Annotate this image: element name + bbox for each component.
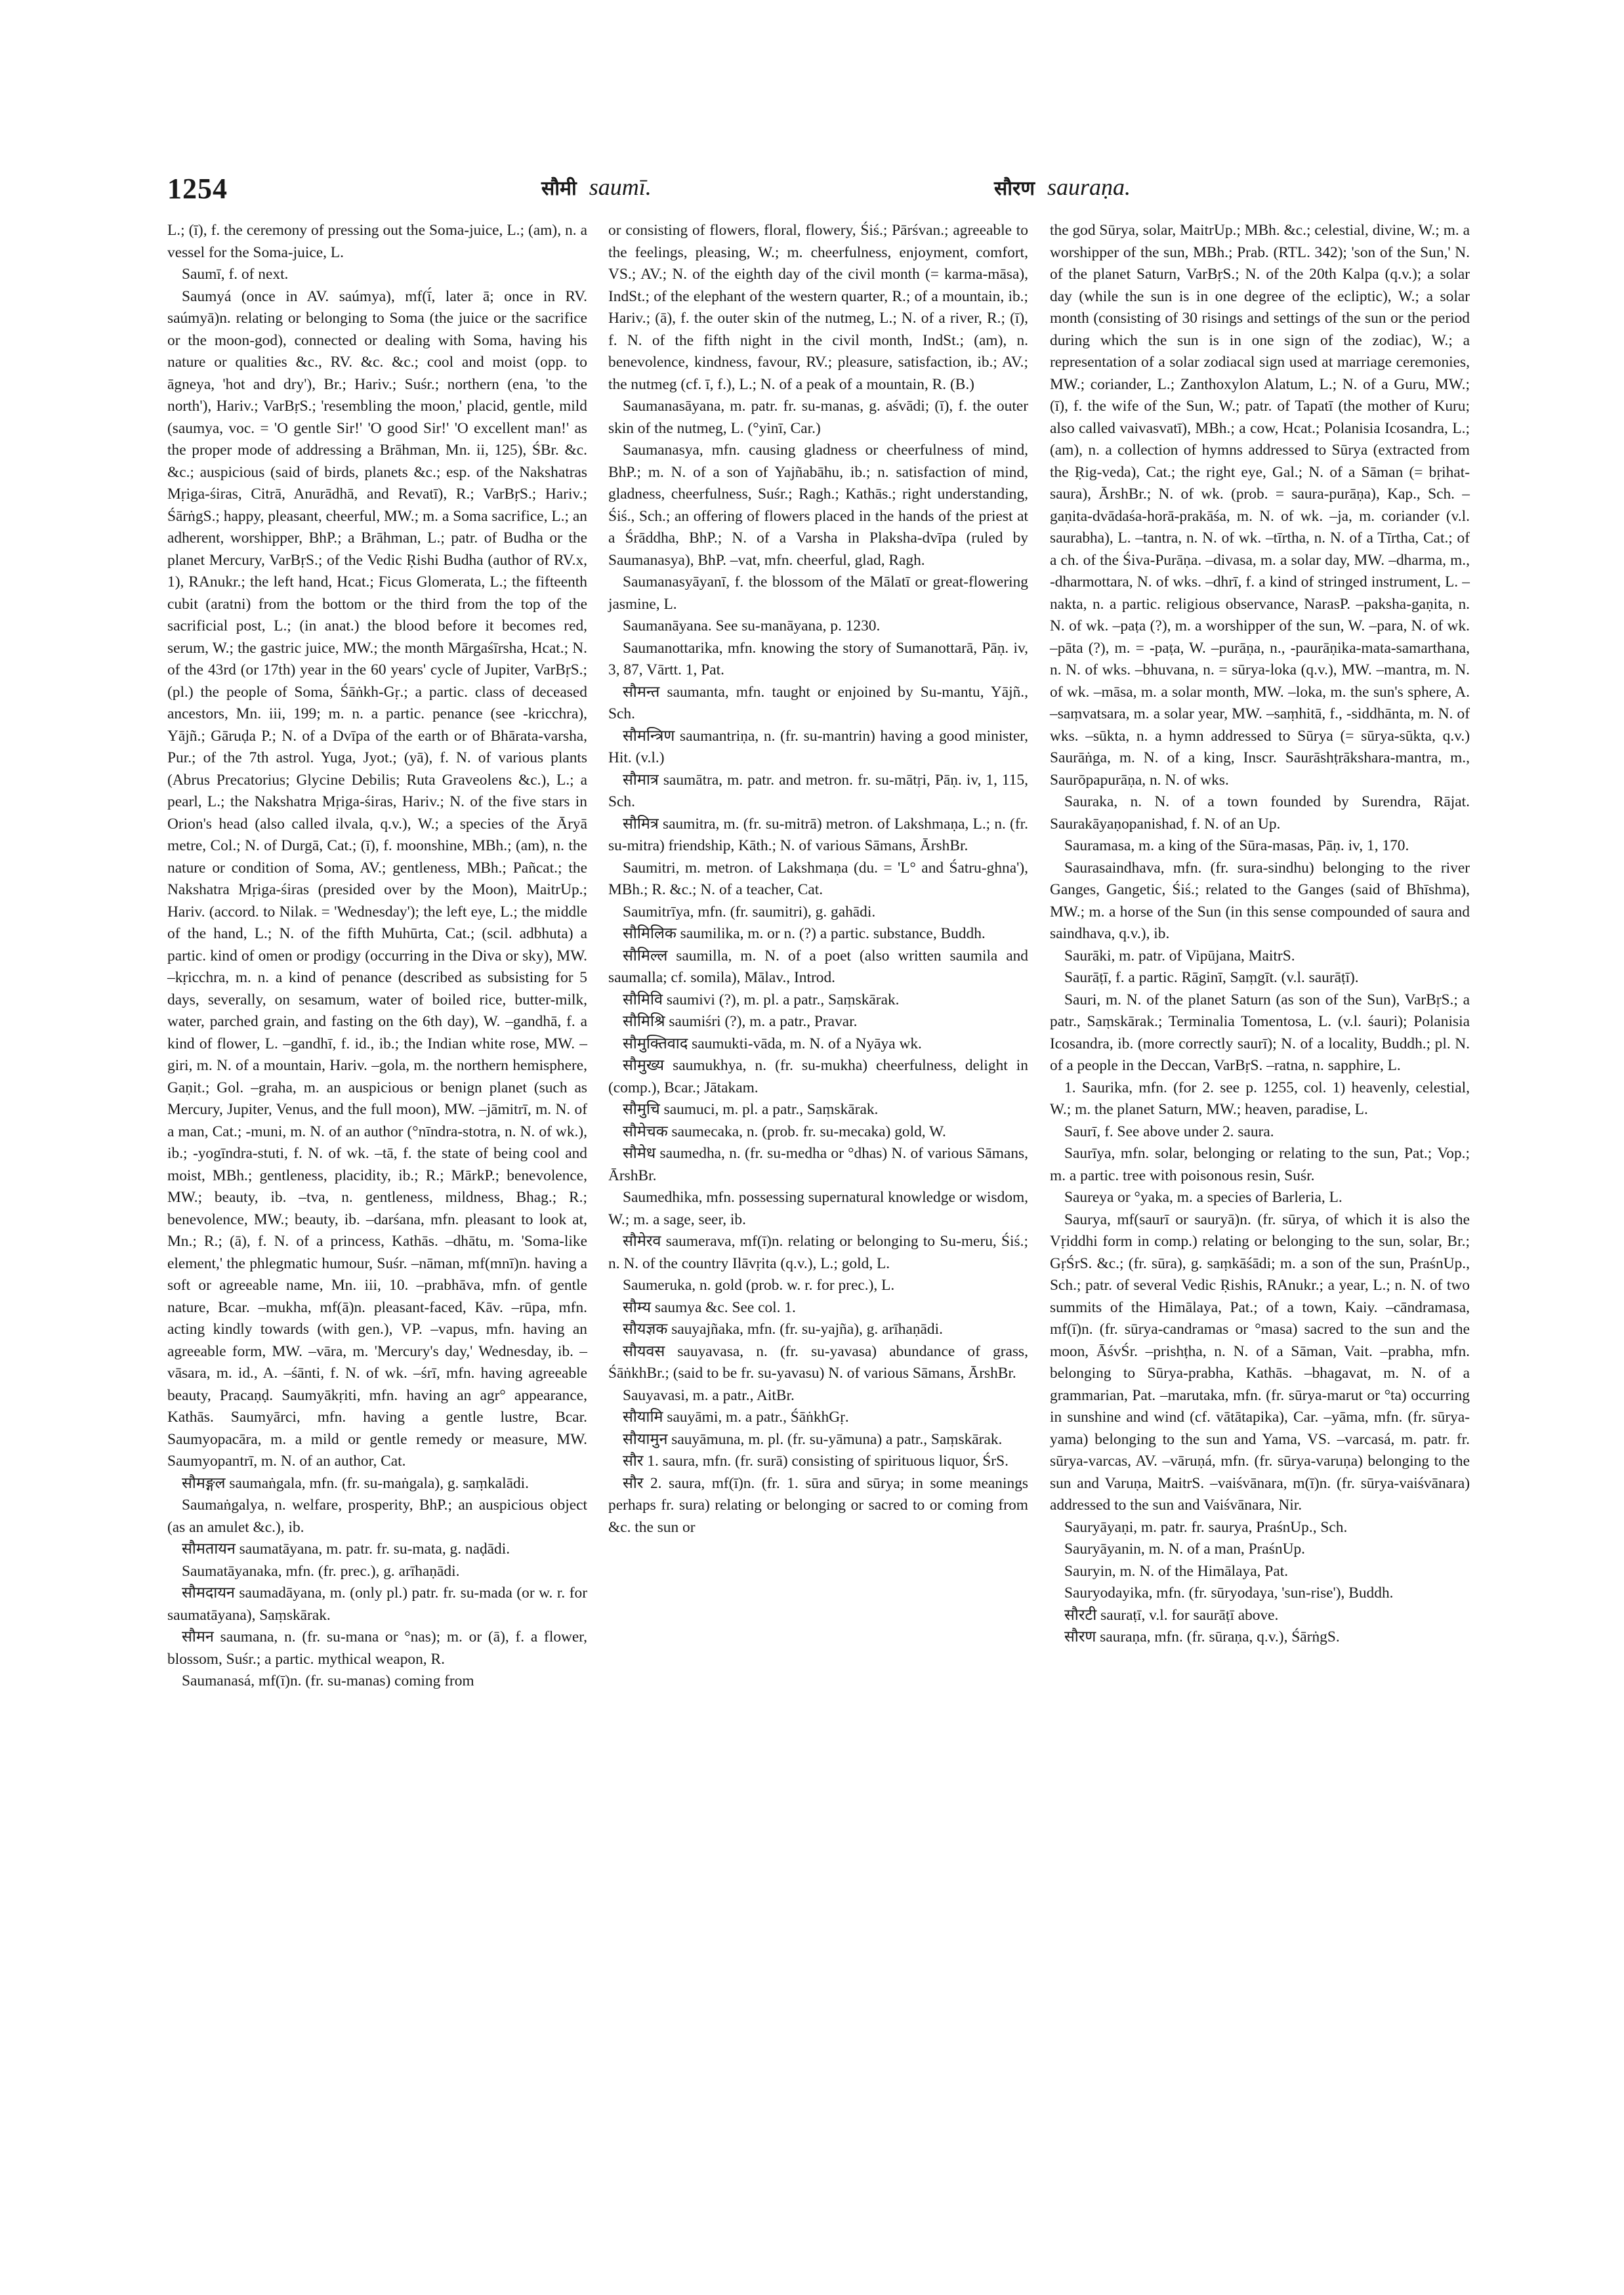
dictionary-entry: Saumanottarika, mfn. knowing the story of Sumanottarā, Pāṇ. iv, 3, 87, Vārtt. 1, Pat. <box>608 639 1028 678</box>
dictionary-entry: or consisting of flowers, floral, flowery, Śiś.; Pārśvan.; agreeable to the feelings, pleasing, W.; m. cheerfulness, enjoyment, comfort, VS.; AV.; N. of the eighth day of the civil month (= karma-māsa), IndSt.; of the elephant of the western quarter, R.; of a mountain, ib.; Hariv.; (ā), f. the outer skin of the nutmeg, L.; N. of a river, R.; (ī), f. N. of the fifth night in the civil month, IndSt.; (am), n. benevolence, kindness, favour, RV.; pleasure, satisfaction, ib.; AV.; the nutmeg (cf. ī, f.), L.; N. of a peak of a mountain, R. (B.) <box>608 222 1028 393</box>
dictionary-entry: Saumanasá, mf(ī)n. (fr. su-manas) coming from <box>182 1672 474 1689</box>
dictionary-entry: सौयज्ञक sauyajñaka, mfn. (fr. su-yajña), g. arīhaṇādi. <box>623 1321 943 1338</box>
dictionary-entry: सौयामि sauyāmi, m. a patr., ŚāṅkhGṛ. <box>623 1409 849 1426</box>
dictionary-entry: Sauyavasi, m. a patr., AitBr. <box>623 1386 795 1404</box>
dictionary-entry: सौरटी sauraṭī, v.l. for saurāṭī above. <box>1064 1606 1279 1624</box>
dictionary-entry: Saumī, f. of next. <box>182 266 289 283</box>
dictionary-entry: सौर 2. saura, mf(ī)n. (fr. 1. sūra and sūrya; in some meanings perhaps fr. sura) relating or belonging or sacred to or coming from &c. the sun or <box>608 1474 1028 1536</box>
dictionary-entry: सौम्य saumya &c. See col. 1. <box>623 1298 796 1316</box>
dictionary-entry: सौमुचि saumuci, m. pl. a patr., Saṃskārak. <box>623 1101 879 1118</box>
dictionary-entry: Saurāṭī, f. a partic. Rāginī, Saṃgīt. (v.l. saurāṭī). <box>1064 969 1359 986</box>
column-1 <box>167 220 587 1693</box>
dictionary-entry: सौमेध saumedha, n. (fr. su-medha or °dhas) N. of various Sāmans, ĀrshBr. <box>608 1145 1028 1184</box>
dictionary-entry: सौमतायन saumatāyana, m. patr. fr. su-mata, g. naḍādi. <box>182 1540 510 1558</box>
dictionary-entry: सौमुख्य saumukhya, n. (fr. su-mukha) cheerfulness, delight in (comp.), Bcar.; Jātakam. <box>608 1057 1028 1096</box>
running-head-left <box>541 173 652 201</box>
dictionary-entry: सौयवस sauyavasa, n. (fr. su-yavasa) abundance of grass, ŚāṅkhBr.; (said to be fr. su-yavasu) N. of various Sāmans, ĀrshBr. <box>608 1342 1028 1382</box>
dictionary-entry: सौमन saumana, n. (fr. su-mana or °nas); m. or (ā), f. a flower, blossom, Suśr.; a partic. mythical weapon, R. <box>167 1628 587 1668</box>
dictionary-entry: Sauraka, n. N. of a town founded by Surendra, Rājat. Saurakāyaṇopanishad, f. N. of an Up. <box>1050 793 1470 833</box>
dictionary-entry: L.; (ī), f. the ceremony of pressing out the Soma-juice, L.; (am), n. a vessel for the Soma-juice, L. <box>167 222 587 261</box>
dictionary-entry: Sauri, m. N. of the planet Saturn (as son of the Sun), VarBṛS.; a patr., Saṃskārak.; Terminalia Tomentosa, L. (v.l. śauri); Polanisia Icosandra, ib. (more correctly saurī); N. of a locality, Buddh.; pl. N. of a people in the Deccan, VarBṛS. –ratna, n. sapphire, L. <box>1050 991 1470 1074</box>
dictionary-entry: सौमङ्गल saumaṅgala, mfn. (fr. su-maṅgala), g. saṃkalādi. <box>182 1474 529 1492</box>
dictionary-columns <box>167 220 1470 2090</box>
dictionary-entry: Saumanasāyana, m. patr. fr. su-manas, g. aśvādi; (ī), f. the outer skin of the nutmeg, L. (°yinī, Car.) <box>608 398 1028 437</box>
dictionary-entry: Saumedhika, mfn. possessing supernatural knowledge or wisdom, W.; m. a sage, seer, ib. <box>608 1189 1028 1228</box>
dictionary-entry: सौयामुन sauyāmuna, m. pl. (fr. su-yāmuna) a patr., Saṃskārak. <box>623 1430 1003 1448</box>
dictionary-entry: सौमिश्रि saumiśri (?), m. a patr., Pravar. <box>623 1013 858 1030</box>
dictionary-entry: Saumanasyāyanī, f. the blossom of the Mālatī or great-flowering jasmine, L. <box>608 573 1028 613</box>
dictionary-entry: Saumitri, m. metron. of Lakshmaṇa (du. = 'L° and Śatru-ghna'), MBh.; R. &c.; N. of a teacher, Cat. <box>608 859 1028 898</box>
dictionary-entry: Saumitrīya, mfn. (fr. saumitri), g. gahādi. <box>623 903 876 920</box>
dictionary-entry: Sauramasa, m. a king of the Sūra-masas, Pāṇ. iv, 1, 170. <box>1064 837 1409 854</box>
dictionary-entry: Saurī, f. See above under 2. saura. <box>1064 1123 1274 1140</box>
dictionary-entry: Saurīya, mfn. solar, belonging or relating to the sun, Pat.; Vop.; m. a partic. tree with poisonous resin, Suśr. <box>1050 1145 1470 1184</box>
page-number: 1254 <box>167 173 228 205</box>
dictionary-entry: सौमित्र saumitra, m. (fr. su-mitrā) metron. of Lakshmaṇa, L.; n. (fr. su-mitra) friendship, Kāth.; N. of various Sāmans, ĀrshBr. <box>608 815 1028 854</box>
dictionary-entry: Sauryin, m. N. of the Himālaya, Pat. <box>1064 1562 1289 1580</box>
dictionary-entry: सौर 1. saura, mfn. (fr. surā) consisting of spirituous liquor, ŚrS. <box>623 1453 1009 1470</box>
running-head-right-devanagari: सौरण <box>994 177 1035 200</box>
dictionary-entry: Saurya, mf(saurī or sauryā)n. (fr. sūrya, of which it is also the Vṛiddhi form in comp.) relating or belonging to the sun, solar, Br.; GṛŚrS. &c.; (fr. sūra), g. saṃkāśādi; m. a son of the sun, PraśnUp., Sch.; patr. of several Vedic Ṛishis, RAnukr.; a year, L.; n. N. of two summits of the Himālaya, Pat.; of a town, Kaiy. –cāndramasa, mf(ī)n. (fr. sūrya-candramas or °masa) sacred to the sun and the moon, ĀśvŚr. –prishṭha, n. N. of a Sāman, Vait. –prabha, mfn. belonging to Sūrya-prabha, Kathās. –bhagavat, m. N. of a grammarian, Pat. –marutaka, mfn. (fr. sūrya-marut or °ta) occurring in sunshine and wind (cf. vātātapika), Car. –yāma, mfn. (fr. sūrya-yama) belonging to the sun and Yama, VS. –varcasá, m. patr. fr. sūrya-varcas, AV. –vāruṇá, mfn. (fr. sūrya-varuṇa) belonging to the sun and Varuṇa, MaitrS. –vaiśvānara, m(ī)n. (fr. sūrya-vaiśvānara) addressed to the sun and Vaiśvānara, Nir. <box>1050 1210 1470 1514</box>
dictionary-entry: सौरण sauraṇa, mfn. (fr. sūraṇa, q.v.), ŚārṅgS. <box>1064 1628 1340 1645</box>
dictionary-entry: Saureya or °yaka, m. a species of Barleria, L. <box>1064 1189 1343 1206</box>
dictionary-entry: Sauryodayika, mfn. (fr. sūryodaya, 'sun-rise'), Buddh. <box>1064 1584 1394 1602</box>
dictionary-entry: सौमिवि saumivi (?), m. pl. a patr., Saṃskārak. <box>623 991 900 1008</box>
dictionary-entry: सौमेरव saumerava, mf(ī)n. relating or belonging to Su-meru, Śiś.; n. N. of the country Ilāvṛita (q.v.), L.; gold, L. <box>608 1233 1028 1272</box>
dictionary-entry: सौमन्त्रिण saumantriṇa, n. (fr. su-mantrin) having a good minister, Hit. (v.l.) <box>608 727 1028 766</box>
dictionary-entry: Saumaṅgalya, n. welfare, prosperity, BhP.; an auspicious object (as an amulet &c.), ib. <box>167 1497 587 1536</box>
dictionary-entry: Saumanasya, mfn. causing gladness or cheerfulness of mind, BhP.; m. N. of a son of Yajñabāhu, ib.; n. satisfaction of mind, gladness, cheerfulness, Suśr.; Ragh.; Kathās.; right understanding, Śiś., Sch.; an offering of flowers placed in the hands of the priest at a Śrāddha, BhP.; N. of a Varsha in Plaksha-dvīpa (ruled by Saumanasya), BhP. –vat, mfn. cheerful, glad, Ragh. <box>608 442 1028 569</box>
dictionary-entry: सौमन्त saumanta, mfn. taught or enjoined by Su-mantu, Yājñ., Sch. <box>608 683 1028 722</box>
dictionary-entry: Sauryāyanin, m. N. of a man, PraśnUp. <box>1064 1540 1306 1558</box>
running-head-left-translit: saumī. <box>589 174 652 200</box>
column-2 <box>608 220 1028 1539</box>
dictionary-entry: सौमदायन saumadāyana, m. (only pl.) patr. fr. su-mada (or w. r. for saumatāyana), Saṃskārak. <box>167 1584 587 1624</box>
dictionary-entry: Saumatāyanaka, mfn. (fr. prec.), g. arīhaṇādi. <box>182 1562 460 1580</box>
dictionary-entry: सौमेचक saumecaka, n. (prob. fr. su-mecaka) gold, W. <box>623 1123 946 1140</box>
dictionary-entry: सौमुक्तिवाद saumukti-vāda, m. N. of a Nyāya wk. <box>623 1035 922 1052</box>
column-3 <box>1050 220 1470 1649</box>
dictionary-entry: Sauryāyaṇi, m. patr. fr. saurya, PraśnUp., Sch. <box>1064 1518 1348 1536</box>
dictionary-entry: Saumeruka, n. gold (prob. w. r. for prec.), L. <box>623 1277 895 1294</box>
dictionary-entry: Saurasaindhava, mfn. (fr. sura-sindhu) belonging to the river Ganges, Gangetic, Śiś.; related to the Ganges (said of Bhīshma), MW.; m. a horse of the Sun (in this sense compounded of saura and saindhava, q.v.), ib. <box>1050 859 1470 942</box>
dictionary-entry: the god Sūrya, solar, MaitrUp.; MBh. &c.; celestial, divine, W.; m. a worshipper of the sun, MBh.; Prab. (RTL. 342); 'son of the Sun,' N. of the planet Saturn, VarBṛS.; N. of the 20th Kalpa (q.v.); a solar day (while the sun is in one degree of the ecliptic), W.; a solar month (consisting of 30 risings and settings of the sun or the period during which the sun is in one sign of the zodiac), W.; a representation of a solar zodiacal sign used at marriage ceremonies, MW.; coriander, L.; Zanthoxylon Alatum, L.; N. of a Guru, MW.; (ī), f. the wife of the Sun, W.; patr. of Tapatī (the mother of Kuru; also called vaivasvatī), MBh.; a cow, Hcat.; Polanisia Icosandra, L.; (am), n. a collection of hymns addressed to Sūrya (extracted from the Ṛig-veda), Cat.; the right eye, Gal.; N. of a Sāman (= bṛihat-saura), ĀrshBr.; N. of wk. (prob. = saura-purāṇa), Kap., Sch. –gaṇita-dvādaśa-horā-prakāśa, m. N. of wk. –ja, m. coriander (v.l. saurabha), L. –tantra, n. N. of wk. –tīrtha, n. N. of a Tīrtha, Cat.; of a ch. of the Śiva-Purāṇa. –divasa, m. a solar day, MW. –dharma, m., -dharmottara, N. of wks. –dhrī, f. a kind of stringed instrument, L. –nakta, n. a partic. religious observance, NarasP. –paksha-gaṇita, n. N. of wk. –paṭa (?), m. a worshipper of the sun, W. –para, N. of wk. –pāta (?), m. = -paṭa, W. –purāṇa, n., -paurāṇika-mata-samarthana, n. N. of wks. –bhuvana, n. = sūrya-loka (q.v.), MW. –mantra, m. N. of wk. –māsa, m. a solar month, MW. –loka, m. the sun's sphere, A. –saṃvatsara, m. a solar year, MW. –saṃhitā, f., -siddhānta, m. N. of wks. –sūkta, n. a hymn addressed to Sūrya (= sūrya-sūkta, q.v.) Saurāṅga, m. N. of a king, Inscr. Saurāshṭrākshara-mantra, m., Saurōpapurāṇa, n. N. of wks. <box>1050 222 1470 789</box>
running-head-right-translit: sauraṇa. <box>1047 174 1131 200</box>
dictionary-entry: Saumanāyana. See su-manāyana, p. 1230. <box>623 617 881 634</box>
dictionary-entry: सौमात्र saumātra, m. patr. and metron. fr. su-mātṛi, Pāṇ. iv, 1, 115, Sch. <box>608 771 1028 810</box>
dictionary-entry: 1. Saurika, mfn. (for 2. see p. 1255, col. 1) heavenly, celestial, W.; m. the planet Saturn, MW.; heaven, paradise, L. <box>1050 1079 1470 1118</box>
dictionary-entry: सौमिलिक saumilika, m. or n. (?) a partic. substance, Buddh. <box>623 925 986 942</box>
running-head-right <box>994 173 1131 201</box>
dictionary-entry: Saumyá (once in AV. saúmya), mf(ī́, later ā; once in RV. saúmyā)n. relating or belonging to Soma (the juice or the sacrifice or the moon-god), connected or dealing with Soma, having his nature or qualities &c., RV. &c. &c.; cool and moist (opp. to āgneya, 'hot and dry'), Br.; Hariv.; Suśr.; northern (ena, 'to the north'), Hariv.; VarBṛS.; 'resembling the moon,' placid, gentle, mild (saumya, voc. = 'O gentle Sir!' 'O good Sir!' 'O excellent man!' as the proper mode of addressing a Brāhman, Mn. ii, 125), ŚBr. &c. &c.; auspicious (said of birds, planets &c.; esp. of the Nakshatras Mṛiga-śiras, Citrā, Anurādhā, and Revatī), R.; VarBṛS.; Hariv.; ŚārṅgS.; happy, pleasant, cheerful, MW.; m. a Soma sacrifice, L.; an adherent, worshipper, BhP.; a Brāhman, L.; patr. of Budha or the planet Mercury, VarBṛS.; of the Vedic Ṛishi Budha (author of RV.x, 1), RAnukr.; the left hand, Hcat.; Ficus Glomerata, L.; the fifteenth cubit (aratni) from the bottom or the third from the top of the sacrificial post, L.; (in anat.) the blood before it becomes red, serum, W.; the gastric juice, MW.; the month Mārgaśīrsha, Hcat.; N. of the 43rd (or 17th) year in the 60 years' cycle of Jupiter, VarBṛS.; (pl.) the people of Soma, Śāṅkh-Gṛ.; a partic. class of deceased ancestors, Mn. iii, 199; m. n. a partic. penance (see -kricchra), Yājñ.; Gāruḍa P.; N. of a Dvīpa of the earth or of Bhārata-varsha, Pur.; of the 7th astrol. Yuga, Jyot.; (yā), f. N. of various plants (Abrus Precatorius; Glycine Debilis; Ruta Graveolens &c.), L.; a pearl, L.; the Nakshatra Mṛiga-śiras, Hariv.; N. of the five stars in Orion's head (also called ilvala, q.v.), W.; a species of the Āryā metre, Col.; N. of Durgā, Cat.; (ī), f. moonshine, MBh.; (am), n. the nature or condition of Soma, AV.; gentleness, MBh.; Pañcat.; the Nakshatra Mṛiga-śiras (presided over by the Moon), MaitrUp.; Hariv. (accord. to Nilak. = 'Wednesday'); the left eye, L.; the middle of the hand, L.; N. of the fifth Muhūrta, Cat.; (scil. adbhuta) a partic. kind of omen or prodigy (occurring in the Diva or sky), MW. –kṛicchra, m. n. a kind of penance (described as subsisting for 5 days, severally, on sesamum, water of boiled rice, butter-milk, water, parched grain, and fasting on the 6th day), W. –gandhā, f. a kind of flower, L. –gandhī, f. id., ib.; the Indian white rose, MW. –giri, m. N. of a mountain, Hariv. –gola, m. the northern hemisphere, Gaṇit.; Gol. –graha, m. an auspicious or benign planet (such as Mercury, Jupiter, Venus, and the full moon), MW. –jāmitrī, m. N. of a man, Cat.; -muni, m. N. of an author (°nīndra-stotra, n. N. of wk.), ib.; -yogīndra-stuti, f. N. of wk. –tā, f. the state of being cool and moist, MBh.; gentleness, placidity, ib.; R.; MārkP.; benevolence, MW.; beauty, ib. –tva, n. gentleness, mildness, Bhag.; R.; benevolence, MW.; beauty, ib. –darśana, mfn. pleasant to look at, Mn.; R.; (ā), f. N. of a princess, Kathās. –dhātu, m. 'Soma-like element,' the phlegmatic humour, Suśr. –nāman, mf(mnī)n. having a soft or agreeable name, Mn. iii, 10. –prabhāva, mfn. of gentle nature, Bcar. –mukha, mf(ā)n. pleasant-faced, Kāv. –rūpa, mfn. acting kindly towards (with gen.), VP. –vapus, mfn. having an agreeable form, MW. –vāra, m. 'Mercury's day,' Wednesday, ib. –vāsara, m. id., A. –śānti, f. N. of wk. –śrī, mfn. having agreeable beauty, Pracaṇḍ. Saumyākṛiti, mfn. having an agr° appearance, Kathās. Saumyārci, mfn. having a gentle lustre, Bcar. Saumyopacāra, m. a mild or gentle remedy or measure, MW. Saumyopantrī, m. N. of an author, Cat. <box>167 287 587 1470</box>
running-head-left-devanagari: सौमी <box>541 177 577 200</box>
dictionary-entry: Saurāki, m. patr. of Vipūjana, MaitrS. <box>1064 947 1295 964</box>
page-header <box>167 172 1470 211</box>
dictionary-entry: सौमिल्ल saumilla, m. N. of a poet (also written saumila and saumalla; cf. somila), Mālav., Introd. <box>608 947 1028 986</box>
